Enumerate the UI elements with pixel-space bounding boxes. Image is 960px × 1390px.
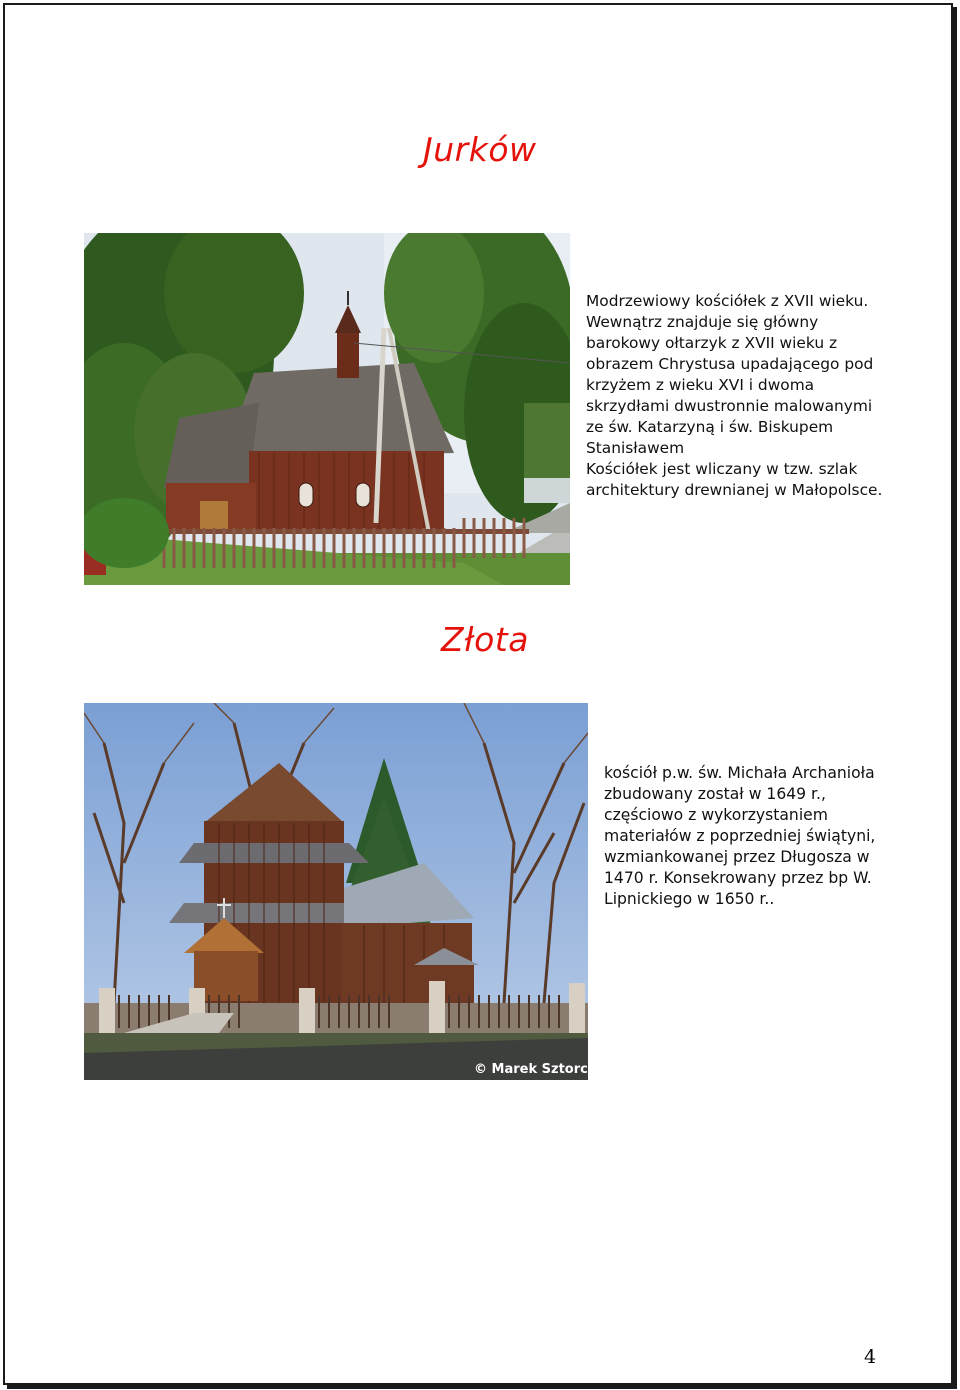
page-number: 4 bbox=[864, 1346, 877, 1368]
description-jurkow bbox=[586, 291, 886, 501]
section-title-jurkow: Jurków bbox=[423, 130, 537, 169]
section-title-zlota: Złota bbox=[441, 620, 529, 659]
description-paragraph: Kościółek jest wliczany w tzw. szlak architektury drewnianej w Małopolsce. bbox=[586, 460, 883, 499]
description-zlota bbox=[604, 763, 894, 910]
photo-watermark: © Marek Sztorc bbox=[474, 1062, 588, 1077]
church-photo-zlota bbox=[84, 703, 588, 1080]
description-paragraph: kościół p.w. św. Michała Archanioła zbudowany został w 1649 r., częściowo z wykorzystaniem materiałów z poprzedniej świątyni, wzmiankowanej przez Długosza w 1470 r. Konsekrowany przez bp W. Lipnickiego w 1650 r.. bbox=[604, 764, 876, 908]
description-paragraph: Modrzewiowy kościółek z XVII wieku. Wewnątrz znajduje się główny barokowy ołtarzyk z XVII wieku z obrazem Chrystusa upadającego pod krzyżem z wieku XVI i dwoma skrzydłami dwustronnie malowanymi ze św. Katarzyną i św. Biskupem Stanisławem bbox=[586, 292, 874, 457]
church-photo-jurkow bbox=[84, 233, 570, 585]
page-border bbox=[3, 3, 953, 1385]
